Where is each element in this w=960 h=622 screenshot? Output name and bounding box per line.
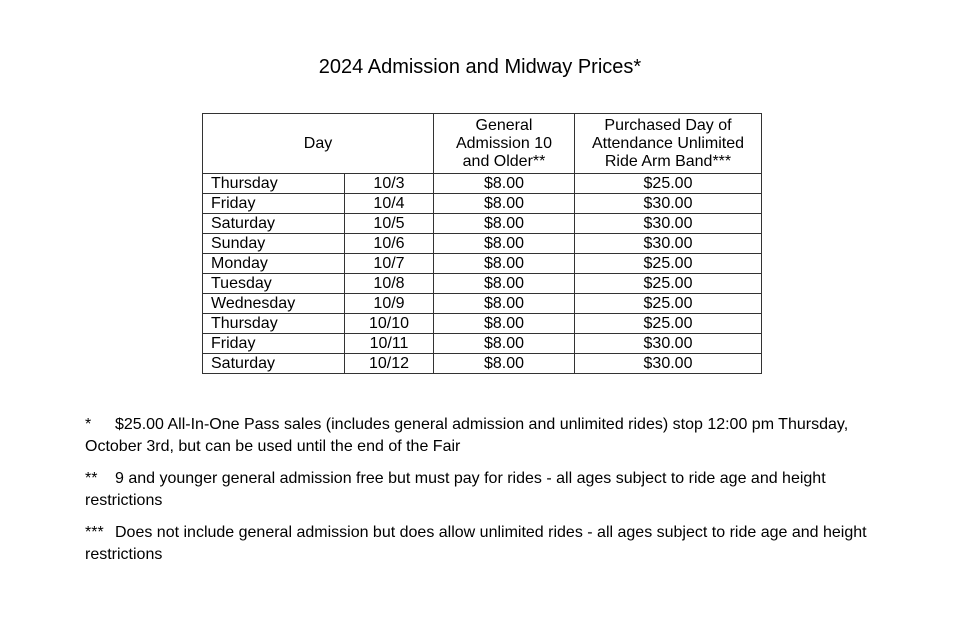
- table-row: [203, 254, 762, 274]
- cell-day: Sunday: [203, 234, 345, 254]
- table-row: [203, 334, 762, 354]
- cell-general-price: $8.00: [434, 174, 575, 194]
- cell-general-price: $8.00: [434, 334, 575, 354]
- cell-date: 10/6: [345, 234, 434, 254]
- cell-day: Wednesday: [203, 294, 345, 314]
- footnote-text: $25.00 All-In-One Pass sales (includes general admission and unlimited rides) stop 12:00 pm Thursday, October 3rd, but can be used until the end of the Fair: [85, 416, 849, 455]
- cell-date: 10/12: [345, 354, 434, 374]
- cell-date: 10/5: [345, 214, 434, 234]
- cell-band-price: $30.00: [575, 354, 762, 374]
- header-day: Day: [203, 114, 434, 174]
- cell-day: Saturday: [203, 354, 345, 374]
- cell-day: Friday: [203, 334, 345, 354]
- header-general-admission: [434, 114, 575, 174]
- cell-day: Thursday: [203, 314, 345, 334]
- header-band-line: Attendance Unlimited: [591, 134, 745, 152]
- cell-general-price: $8.00: [434, 314, 575, 334]
- footnote: [85, 414, 885, 458]
- cell-day: Friday: [203, 194, 345, 214]
- cell-general-price: $8.00: [434, 354, 575, 374]
- table-row: [203, 314, 762, 334]
- cell-band-price: $25.00: [575, 294, 762, 314]
- footnote: [85, 522, 885, 566]
- header-general-line: Admission 10: [455, 134, 553, 152]
- table-row: [203, 214, 762, 234]
- footnote-mark: *: [85, 416, 92, 433]
- footnote-text: 9 and younger general admission free but must pay for rides - all ages subject to ride age and height restrictions: [85, 470, 826, 509]
- cell-band-price: $30.00: [575, 194, 762, 214]
- cell-general-price: $8.00: [434, 194, 575, 214]
- cell-band-price: $25.00: [575, 314, 762, 334]
- cell-band-price: $25.00: [575, 274, 762, 294]
- table-row: [203, 294, 762, 314]
- table-row: [203, 354, 762, 374]
- cell-day: Thursday: [203, 174, 345, 194]
- footnote: [85, 468, 885, 512]
- cell-day: Monday: [203, 254, 345, 274]
- cell-band-price: $30.00: [575, 234, 762, 254]
- cell-date: 10/4: [345, 194, 434, 214]
- cell-general-price: $8.00: [434, 234, 575, 254]
- cell-date: 10/10: [345, 314, 434, 334]
- cell-band-price: $30.00: [575, 214, 762, 234]
- footnote-mark: ***: [85, 524, 104, 541]
- footnote-mark: **: [85, 470, 98, 487]
- table-row: [203, 274, 762, 294]
- page-title: 2024 Admission and Midway Prices*: [318, 56, 642, 78]
- header-band-line: Ride Arm Band***: [604, 152, 732, 170]
- table-row: [203, 234, 762, 254]
- cell-band-price: $30.00: [575, 334, 762, 354]
- cell-general-price: $8.00: [434, 294, 575, 314]
- header-ride-arm-band: [575, 114, 762, 174]
- cell-date: 10/11: [345, 334, 434, 354]
- cell-general-price: $8.00: [434, 274, 575, 294]
- cell-day: Saturday: [203, 214, 345, 234]
- header-band-line: Purchased Day of: [604, 116, 732, 134]
- cell-date: 10/3: [345, 174, 434, 194]
- header-general-line: and Older**: [462, 152, 546, 170]
- prices-table: [202, 113, 762, 374]
- table-header-row: [203, 114, 762, 174]
- table-row: [203, 174, 762, 194]
- cell-band-price: $25.00: [575, 254, 762, 274]
- cell-general-price: $8.00: [434, 214, 575, 234]
- cell-day: Tuesday: [203, 274, 345, 294]
- footnote-text: Does not include general admission but does allow unlimited rides - all ages subject to ride age and height restrictions: [85, 524, 867, 563]
- footnotes: [85, 414, 885, 576]
- cell-band-price: $25.00: [575, 174, 762, 194]
- cell-general-price: $8.00: [434, 254, 575, 274]
- table-row: [203, 194, 762, 214]
- cell-date: 10/8: [345, 274, 434, 294]
- header-general-line: General: [475, 116, 533, 134]
- cell-date: 10/7: [345, 254, 434, 274]
- cell-date: 10/9: [345, 294, 434, 314]
